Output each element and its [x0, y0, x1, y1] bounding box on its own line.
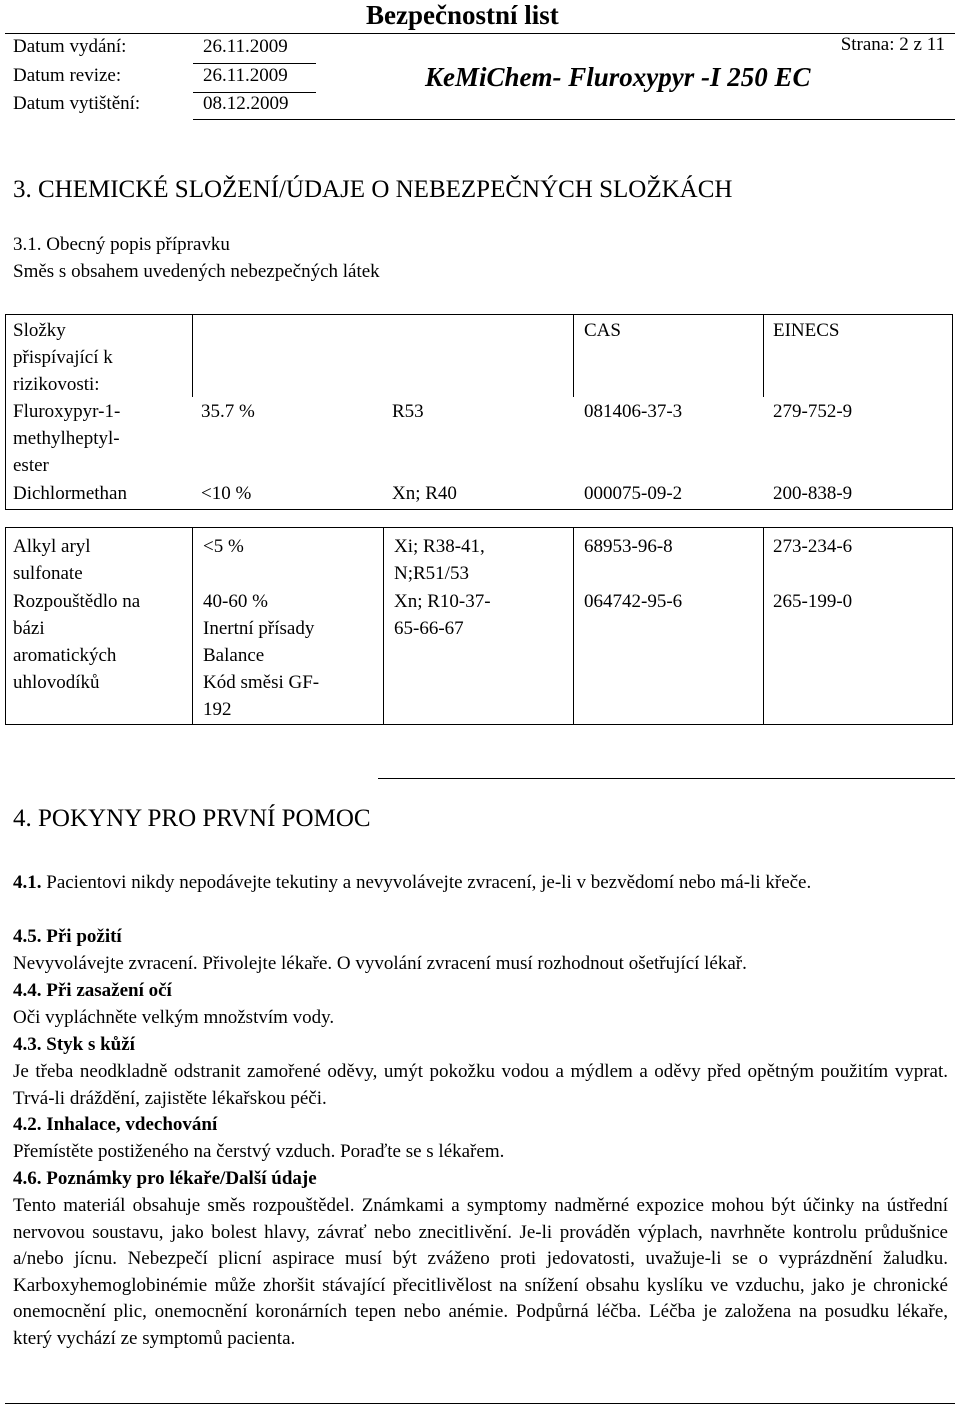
row2-einecs: 200-838-9	[773, 483, 853, 504]
header-print-row	[0, 93, 400, 117]
header-date-rule-2	[193, 63, 316, 64]
page-bottom-rule	[5, 1403, 955, 1404]
h42-number: 4.2.	[13, 1114, 42, 1135]
t2-class-b-l2: 65-66-67	[394, 618, 464, 639]
t2-conc-c: Inertní přísady	[203, 618, 315, 639]
h44-title: Při zasažení očí	[41, 980, 172, 1001]
document-title: Bezpečnostní list	[366, 0, 559, 30]
t2-conc-f: 192	[203, 699, 232, 720]
section-3-1-title: 3.1. Obecný popis přípravku	[13, 234, 230, 255]
page-number: Strana: 2 z 11	[840, 34, 945, 55]
row1-conc: 35.7 %	[201, 401, 255, 422]
h46-heading	[13, 1166, 948, 1193]
h46-number: 4.6.	[13, 1168, 42, 1189]
h45-number: 4.5.	[13, 926, 42, 947]
t2-name-b-l3: aromatických	[13, 645, 117, 666]
table2-divider-b	[383, 528, 384, 724]
header-top-rule	[5, 33, 955, 34]
header-bottom-rule	[193, 119, 955, 120]
row2-cas: 000075-09-2	[584, 483, 683, 504]
print-date-label: Datum vytištění:	[13, 93, 141, 114]
section-separator	[378, 778, 955, 779]
components-table	[5, 314, 953, 510]
p41-number: 4.1.	[13, 872, 42, 893]
row2-name: Dichlormethan	[13, 483, 127, 504]
t2-conc-d: Balance	[203, 645, 265, 666]
h42-title: Inhalace, vdechování	[41, 1114, 218, 1135]
table-head-cas: CAS	[584, 320, 621, 341]
row1-name-l2: methylheptyl-	[13, 428, 120, 449]
t2-name-b-l1: Rozpouštědlo na	[13, 591, 141, 612]
t2-einecs-a: 273-234-6	[773, 536, 853, 557]
header-date-rule	[193, 92, 316, 93]
t2-class-b-l1: Xn; R10-37-	[394, 591, 491, 612]
h44-number: 4.4.	[13, 980, 42, 1001]
first-aid-general	[13, 870, 948, 897]
p43-text: Je třeba neodkladně odstranit zamořené oděvy, umýt pokožku vodou a mýdlem a oděvy před opětným použitím vyprat. Trvá-li dráždění, zajistěte lékařskou péči.	[13, 1061, 948, 1109]
table1-divider-c	[763, 315, 764, 397]
header-revision-row	[0, 65, 400, 89]
row1-name-l3: ester	[13, 455, 49, 476]
h44-heading	[13, 978, 948, 1005]
h43-number: 4.3.	[13, 1034, 42, 1055]
table-head-line3: rizikovosti:	[13, 374, 100, 395]
t2-name-a-l2: sulfonate	[13, 563, 83, 584]
t2-class-a-l2: N;R51/53	[394, 563, 469, 584]
row2-conc: <10 %	[201, 483, 252, 504]
t2-name-a-l1: Alkyl aryl	[13, 536, 91, 557]
row1-class: R53	[392, 401, 424, 422]
issue-date-label: Datum vydání:	[13, 36, 127, 57]
t2-cas-a: 68953-96-8	[584, 536, 673, 557]
header-issue-row	[0, 36, 960, 60]
p46-text: Tento materiál obsahuje směs rozpouštědel. Známkami a symptomy nadměrné expozice mohou být účinky na ústřední nervovou soustavu, jako bolest hlavy, závrať nebo znecitlivění. Je-li prováděn výplach, navrhněte kontrolu průdušnice a/nebo jícnu. Nebezpečí plicní aspirace musí být zváženo proti jedovatosti, uvažuje-li se o vyprázdnění žaludku. Karboxyhemoglobinémie může zhoršit stávající přecitlivělost na snížení obsahu kyslíku ve vzduchu, jako je chronické onemocnění plic, onemocnění koronárních tepen nebo anémie. Podpůrná léčba. Léčba je založena na posudku lékaře, který vychází ze symptomů pacienta.	[13, 1195, 948, 1349]
h45-heading	[13, 924, 948, 951]
t2-name-b-l2: bázi	[13, 618, 45, 639]
t2-name-b-l4: uhlovodíků	[13, 672, 100, 693]
print-date-value: 08.12.2009	[203, 93, 289, 114]
revision-date-value: 26.11.2009	[203, 65, 288, 86]
t2-conc-b: 40-60 %	[203, 591, 268, 612]
t2-einecs-b: 265-199-0	[773, 591, 853, 612]
components-table-2	[5, 527, 953, 725]
h43-heading	[13, 1032, 948, 1059]
issue-date-value: 26.11.2009	[203, 36, 288, 57]
t2-conc-e: Kód směsi GF-	[203, 672, 320, 693]
t2-cas-b: 064742-95-6	[584, 591, 683, 612]
h42-heading	[13, 1112, 948, 1139]
p45-text: Nevyvolávejte zvracení. Přivolejte lékaře. O vyvolání zvracení musí rozhodnout ošetřující lékař.	[13, 953, 747, 974]
table2-divider-c	[573, 528, 574, 724]
revision-date-label: Datum revize:	[13, 65, 122, 86]
row2-class: Xn; R40	[392, 483, 457, 504]
table1-divider-b	[573, 315, 574, 397]
row1-name-l1: Fluroxypyr-1-	[13, 401, 121, 422]
section-3-title: 3. CHEMICKÉ SLOŽENÍ/ÚDAJE O NEBEZPEČNÝCH SLOŽKÁCH	[13, 176, 733, 203]
table1-divider-a	[192, 315, 193, 397]
t2-conc-a: <5 %	[203, 536, 244, 557]
p41-text: Pacientovi nikdy nepodávejte tekutiny a nevyvolávejte zvracení, je-li v bezvědomí nebo má-li křeče.	[41, 872, 812, 893]
table-head-line2: přispívající k	[13, 347, 113, 368]
section-3-1-text: Směs s obsahem uvedených nebezpečných látek	[13, 261, 380, 282]
table-head-einecs: EINECS	[773, 320, 840, 341]
row1-einecs: 279-752-9	[773, 401, 853, 422]
table2-divider-a	[192, 528, 193, 724]
product-name: KeMiChem- Fluroxypyr -I 250 EC	[425, 62, 811, 92]
p42-text: Přemístěte postiženého na čerstvý vzduch. Poraďte se s lékařem.	[13, 1141, 505, 1162]
table-head-line1: Složky	[13, 320, 66, 341]
table2-divider-d	[763, 528, 764, 724]
section-4-title: 4. POKYNY PRO PRVNÍ POMOC	[13, 805, 371, 832]
row1-cas: 081406-37-3	[584, 401, 683, 422]
t2-class-a-l1: Xi; R38-41,	[394, 536, 485, 557]
p44-text: Oči vypláchněte velkým množstvím vody.	[13, 1007, 335, 1028]
h45-title: Při požití	[41, 926, 122, 947]
h46-title: Poznámky pro lékaře/Další údaje	[41, 1168, 317, 1189]
h43-title: Styk s kůží	[41, 1034, 135, 1055]
